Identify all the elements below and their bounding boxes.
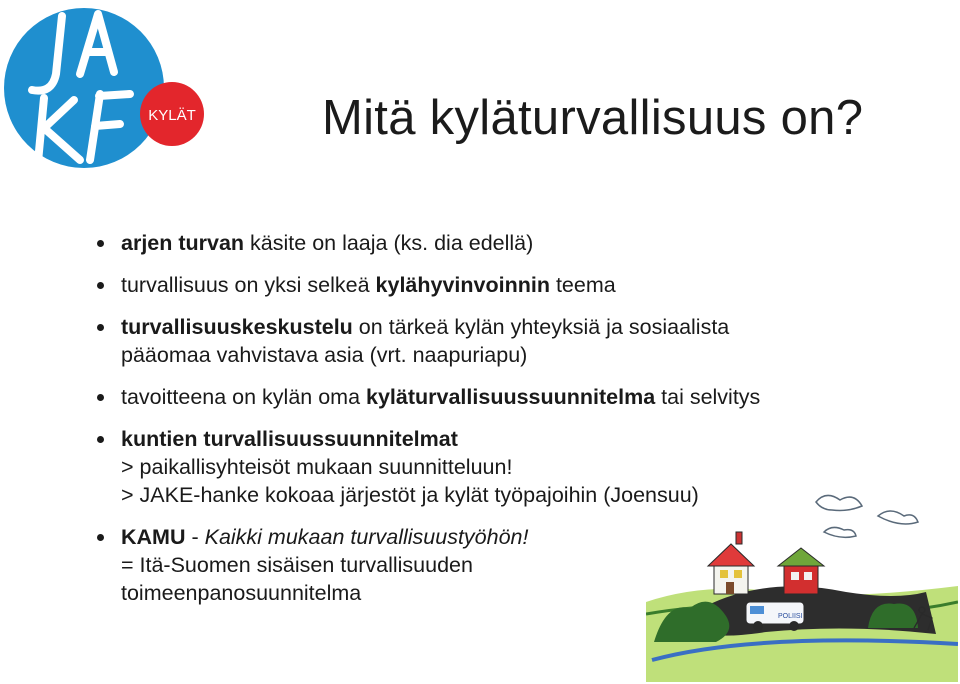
- slide-title: Mitä kyläturvallisuus on?: [322, 91, 864, 145]
- bullet-item: turvallisuus on yksi selkeä kylähyvinvoinnin teema: [97, 271, 897, 299]
- bullet-item: tavoitteena on kylän oma kyläturvallisuussuunnitelma tai selvitys: [97, 383, 897, 411]
- bullet-item: kuntien turvallisuussuunnitelmat > paikallisyhteisöt mukaan suunnitteluun! > JAKE-hanke kokoaa järjestöt ja kylät työpajoihin (Joensuu): [97, 425, 897, 509]
- jake-kylat-logo: [2, 2, 214, 178]
- village-drawing: [646, 482, 958, 682]
- bullet-item: KAMU - Kaikki mukaan turvallisuustyöhön! = Itä-Suomen sisäisen turvallisuuden toimeenpanosuunnitelma: [97, 523, 897, 607]
- bullet-item: turvallisuuskeskustelu on tärkeä kylän yhteyksiä ja sosiaalista pääomaa vahvistava asia (vrt. naapuriapu): [97, 313, 897, 369]
- svg-text:POLIISI: POLIISI: [778, 613, 803, 620]
- bullet-item: arjen turvan käsite on laaja (ks. dia edellä): [97, 229, 897, 257]
- svg-text:KYLÄT: KYLÄT: [148, 107, 196, 124]
